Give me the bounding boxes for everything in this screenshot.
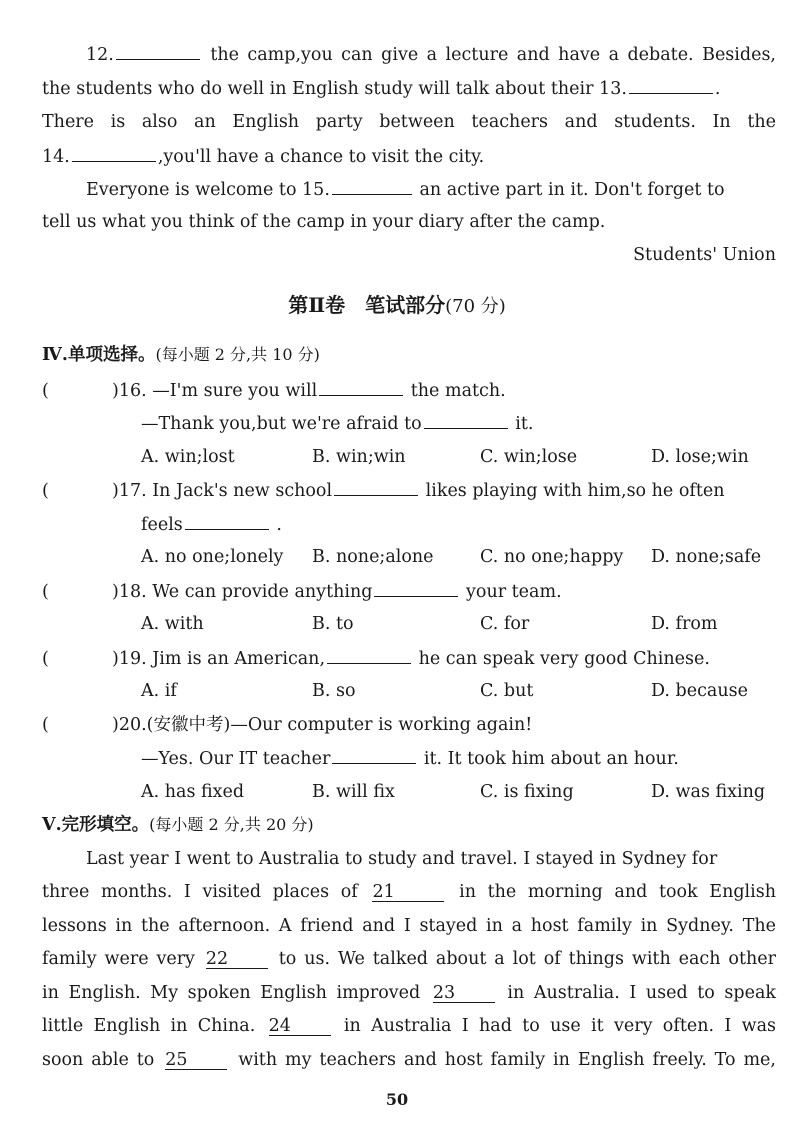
passage-text: the students who do well in English study will talk about their 13. [42,79,627,99]
option-a: A. with [141,614,204,634]
signature-text: Students' Union [633,245,776,265]
cloze-blank-24: 24 [269,1017,331,1036]
blank [332,747,416,764]
blank [319,379,403,396]
passage-text: ,you'll have a chance to visit the city. [157,147,485,167]
cloze-line [42,881,776,903]
cloze-text: soon able to [42,1050,155,1070]
question-19 [42,647,710,670]
answer-paren[interactable]: ( [42,381,49,401]
cloze-text: three months. I visited places of [42,882,358,902]
signature [633,244,776,266]
question-stem: )16. —I'm sure you will [112,381,318,401]
question-18 [42,580,562,603]
question-stem: he can speak very good Chinese. [418,649,710,669]
passage-text: tell us what you think of the camp in your diary after the camp. [42,212,606,232]
cloze-blank-23: 23 [433,984,495,1003]
blank-13 [629,77,713,94]
cloze-blank-22: 22 [206,950,268,969]
question-stem: —Yes. Our IT teacher [141,749,331,769]
section-5-note: (每小题 2 分,共 20 分) [149,815,314,834]
blank [327,647,411,664]
cloze-text: in Australia. I used to speak [507,983,776,1003]
question-stem: it. It took him about an hour. [423,749,679,769]
answer-paren[interactable]: ( [42,715,49,735]
cloze-text: little English in China. [42,1016,256,1036]
question-stem: it. [515,414,534,434]
part-score: (70 分) [445,296,506,317]
question-20-line2 [141,747,679,770]
question-16-line2 [141,412,534,435]
question-stem: )17. In Jack's new school [112,481,333,501]
question-stem: likes playing with him,so he often [425,481,725,501]
cloze-line [42,982,776,1004]
paper-part-title [0,292,794,320]
option-c: C. but [480,681,534,701]
cloze-text: family were very [42,949,195,969]
passage-line-15 [86,178,725,201]
passage-line-14 [42,145,484,168]
option-d: D. was fixing [651,782,766,802]
cloze-text: in English. My spoken English improved [42,983,421,1003]
part-title-text: 第Ⅱ卷 笔试部分 [288,293,446,317]
question-stem: —Thank you,but we're afraid to [141,414,422,434]
section-5-heading [42,814,314,836]
cloze-line [42,1049,776,1071]
blank-12 [116,43,200,60]
cloze-line [42,915,776,937]
question-17-line2 [141,513,282,536]
passage-text: the camp,you can give a lecture and have a debate. Besides, [210,45,776,65]
blank [374,580,458,597]
option-a: A. if [141,681,177,701]
option-a: A. no one;lonely [141,547,284,567]
cloze-text: in the morning and took English [459,882,776,902]
cloze-text: lessons in the afternoon. A friend and I stayed in a host family in Sydney. The [42,916,776,936]
option-c: C. is fixing [480,782,574,802]
passage-text: There is also an English party between teachers and students. In the [42,112,776,132]
question-stem: your team. [466,582,562,602]
section-4-heading [42,344,320,366]
option-b: B. win;win [312,447,406,467]
option-d: D. because [651,681,748,701]
option-b: B. to [312,614,354,634]
option-c: C. no one;happy [480,547,624,567]
cloze-blank-25: 25 [165,1051,227,1070]
blank [185,513,269,530]
question-stem: feels [141,515,183,535]
blank [424,412,508,429]
page-number: 50 [385,1090,409,1109]
passage-line-party [42,111,776,133]
question-stem: )20.(安徽中考)—Our computer is working again! [112,715,533,735]
passage-line-13 [42,77,720,100]
option-d: D. none;safe [651,547,762,567]
question-stem: )18. We can provide anything [112,582,373,602]
answer-paren[interactable]: ( [42,649,49,669]
cloze-blank-21: 21 [372,883,444,902]
passage-line-diary [42,211,605,233]
passage-line-12 [42,43,776,66]
blank [334,479,418,496]
question-20 [42,714,532,736]
cloze-line [42,1015,776,1037]
section-4-title: Ⅳ.单项选择。 [42,345,156,365]
cloze-text: in Australia I had to use it very often. I was [343,1016,776,1036]
cloze-text: Last year I went to Australia to study and travel. I stayed in Sydney for [86,849,718,869]
q12-number: 12. [86,45,114,65]
passage-text: Everyone is welcome to 15. [86,180,330,200]
cloze-line [42,948,776,970]
option-b: B. will fix [312,782,395,802]
cloze-text: with my teachers and host family in English freely. To me, [238,1050,776,1070]
option-d: D. lose;win [651,447,749,467]
answer-paren[interactable]: ( [42,582,49,602]
passage-text: . [714,79,721,99]
question-17 [42,479,725,502]
question-stem: )19. Jim is an American, [112,649,326,669]
question-16 [42,379,506,402]
passage-text: an active part in it. Don't forget to [419,180,725,200]
q14-number: 14. [42,147,70,167]
question-stem: . [276,515,282,535]
section-4-note: (每小题 2 分,共 10 分) [155,345,320,364]
option-a: A. win;lost [141,447,235,467]
section-5-title: Ⅴ.完形填空。 [42,815,150,835]
option-c: C. for [480,614,530,634]
cloze-text: to us. We talked about a lot of things with each other [278,949,776,969]
blank-14 [72,145,156,162]
option-a: A. has fixed [141,782,245,802]
option-c: C. win;lose [480,447,578,467]
option-b: B. none;alone [312,547,434,567]
question-stem: the match. [410,381,506,401]
option-b: B. so [312,681,356,701]
option-d: D. from [651,614,718,634]
cloze-line [86,848,717,870]
blank-15 [332,178,412,195]
answer-paren[interactable]: ( [42,481,49,501]
